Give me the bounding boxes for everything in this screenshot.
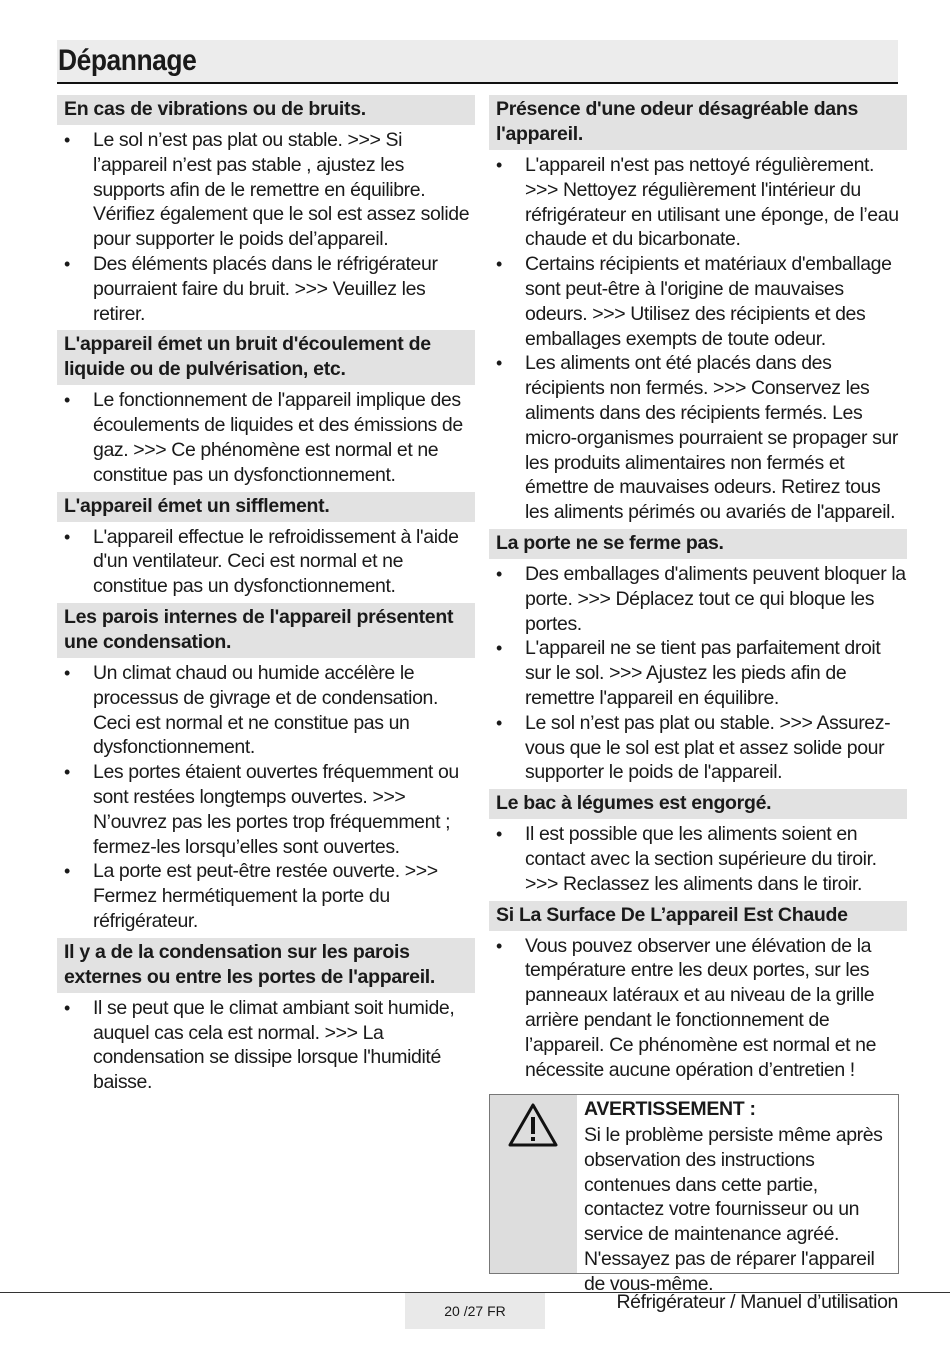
document-title: Réfrigérateur / Manuel d’utilisation: [616, 1291, 898, 1313]
list-item: [489, 351, 907, 525]
list-item: [57, 128, 475, 252]
list-item: [57, 252, 475, 326]
section-heading: Présence d'une odeur désagréable dans l'appareil.: [489, 95, 907, 150]
bullet-icon: •: [64, 253, 70, 274]
list-item-text: Certains récipients et matériaux d'emballage sont peut-être à l'origine de mauvaises odeurs. >>> Utilisez des récipients et des emballages exempts de toute odeur.: [525, 253, 892, 350]
bullet-icon: •: [496, 254, 502, 275]
section-heading: L'appareil émet un bruit d'écoulement de liquide ou de pulvérisation, etc.: [57, 330, 475, 385]
list-item-text: Les aliments ont été placés dans des récipients non fermés. >>> Conservez les aliments dans des récipients fermés. Les micro-organismes pourraient se propager sur les produits alimentaires non fermés et émettre de mauvaises odeurs. Retirez tous les aliments périmés ou avariés de l'appareil.: [525, 352, 898, 524]
list-item: [489, 252, 907, 351]
list-item-text: Le fonctionnement de l'appareil implique des écoulements de liquides et des émissions de gaz. >>> Ce phénomène est normal et ne constitue pas un dysfonctionnement.: [93, 389, 463, 486]
warning-box: [489, 1094, 899, 1295]
list-item-text: L'appareil ne se tient pas parfaitement droit sur le sol. >>> Ajustez les pieds afin de remettre l'appareil en équilibre.: [525, 637, 881, 709]
bullet-icon: •: [64, 526, 70, 547]
troubleshooting-section: [57, 938, 475, 1099]
list-item: [489, 636, 907, 710]
list-item-text: Vous pouvez observer une élévation de la température entre les deux portes, sur les panneaux latéraux et au niveau de la grille arrière pendant le fonctionnement de l’appareil. Ce phénomène est normal et ne nécessite aucune opération d’entretien !: [525, 934, 877, 1081]
list-item-text: L'appareil n'est pas nettoyé régulièrement. >>> Nettoyez régulièrement l'intérieur du réfrigérateur en utilisant une éponge, de l’eau chaude et du bicarbonate.: [525, 154, 899, 251]
bullet-icon: •: [496, 155, 502, 175]
bullet-icon: •: [64, 662, 70, 683]
section-heading: Les parois internes de l'appareil présentent une condensation.: [57, 603, 475, 658]
troubleshooting-section: [57, 95, 475, 330]
troubleshooting-section: [489, 95, 907, 529]
right-column: [489, 95, 907, 1086]
warning-title: AVERTISSEMENT :: [584, 1098, 756, 1120]
troubleshooting-section: [489, 789, 907, 900]
bullet-icon: •: [496, 824, 502, 845]
troubleshooting-section: [489, 901, 907, 1087]
section-item-list: [57, 125, 475, 330]
list-item-text: L'appareil effectue le refroidissement à l'aide d'un ventilateur. Ceci est normal et ne constitue pas un dysfonctionnement.: [93, 525, 459, 598]
section-item-list: [489, 819, 907, 900]
section-item-list: [57, 385, 475, 491]
list-item-text: Il se peut que le climat ambiant soit humide, auquel cas cela est normal. >>> La condensation se dissipe lorsque l'humidité baisse.: [93, 996, 455, 1094]
troubleshooting-section: [57, 330, 475, 491]
list-item: [57, 525, 475, 599]
list-item: [489, 934, 907, 1083]
list-item-text: Un climat chaud ou humide accélère le processus de givrage et de condensation. Ceci est normal et ne constitue pas un dysfonctionnement.: [93, 661, 438, 759]
bullet-icon: •: [496, 638, 502, 659]
list-item-text: Des éléments placés dans le réfrigérateur pourraient faire du bruit. >>> Veuillez les retirer.: [93, 252, 438, 325]
bullet-icon: •: [64, 390, 70, 411]
list-item-text: Le sol n’est pas plat ou stable. >>> Assurez-vous que le sol est plat et assez solide pour supporter le poids de l'appareil.: [525, 711, 891, 784]
left-column: [57, 95, 475, 1099]
bullet-icon: •: [64, 130, 70, 150]
section-item-list: [489, 559, 907, 789]
troubleshooting-section: [57, 603, 475, 938]
list-item-text: Les portes étaient ouvertes fréquemment ou sont restées longtemps ouvertes. >>> N’ouvrez pas les portes trop fréquemment ; fermez-les lorsqu’elles sont ouvertes.: [93, 761, 459, 858]
bullet-icon: •: [496, 935, 502, 956]
section-heading: Le bac à légumes est engorgé.: [489, 789, 907, 819]
bullet-icon: •: [496, 712, 502, 733]
list-item: [57, 859, 475, 933]
list-item: [57, 760, 475, 859]
section-item-list: [57, 522, 475, 603]
section-heading: Il y a de la condensation sur les parois externes ou entre les portes de l'appareil.: [57, 938, 475, 993]
list-item-text: Le sol n’est pas plat ou stable. >>> Si l’appareil n’est pas stable , ajustez les supports afin de le remettre en équilibre. Vérifiez également que le sol est assez solide pour supporter le poids del’appareil.: [93, 129, 470, 251]
section-item-list: [57, 993, 475, 1099]
warning-icon-panel: [490, 1095, 577, 1273]
section-heading: L'appareil émet un sifflement.: [57, 492, 475, 522]
section-heading: Si La Surface De L’appareil Est Chaude: [489, 901, 907, 931]
bullet-icon: •: [64, 762, 70, 783]
bullet-icon: •: [496, 353, 502, 374]
section-item-list: [57, 658, 475, 938]
list-item: [489, 822, 907, 896]
troubleshooting-section: [57, 492, 475, 603]
list-item: [489, 153, 907, 252]
list-item: [57, 661, 475, 760]
section-heading: En cas de vibrations ou de bruits.: [57, 95, 475, 125]
list-item-text: Il est possible que les aliments soient en contact avec la section supérieure du tiroir. >>> Reclassez les aliments dans le tiroir.: [525, 823, 877, 895]
warning-text: Si le problème persiste même après observation des instructions contenues dans cette partie, contactez votre fournisseur ou un service de maintenance agréé. N'essayez pas de réparer l'appareil de vous-même.: [584, 1124, 883, 1295]
list-item-text: La porte est peut-être restée ouverte. >>> Fermez hermétiquement la porte du réfrigérateur.: [93, 860, 438, 932]
list-item: [489, 562, 907, 636]
section-item-list: [489, 150, 907, 529]
list-item: [57, 388, 475, 487]
page-header: [57, 40, 898, 84]
list-item: [489, 711, 907, 785]
bullet-icon: •: [64, 861, 70, 882]
section-item-list: [489, 931, 907, 1087]
section-heading: La porte ne se ferme pas.: [489, 529, 907, 559]
troubleshooting-section: [489, 529, 907, 789]
page-number: 20 /27 FR: [405, 1293, 545, 1329]
bullet-icon: •: [496, 563, 502, 584]
page-title: Dépannage: [58, 44, 197, 77]
list-item: [57, 996, 475, 1095]
bullet-icon: •: [64, 997, 70, 1018]
list-item-text: Des emballages d'aliments peuvent bloquer la porte. >>> Déplacez tout ce qui bloque les portes.: [525, 562, 906, 635]
warning-triangle-icon: [507, 1101, 559, 1149]
